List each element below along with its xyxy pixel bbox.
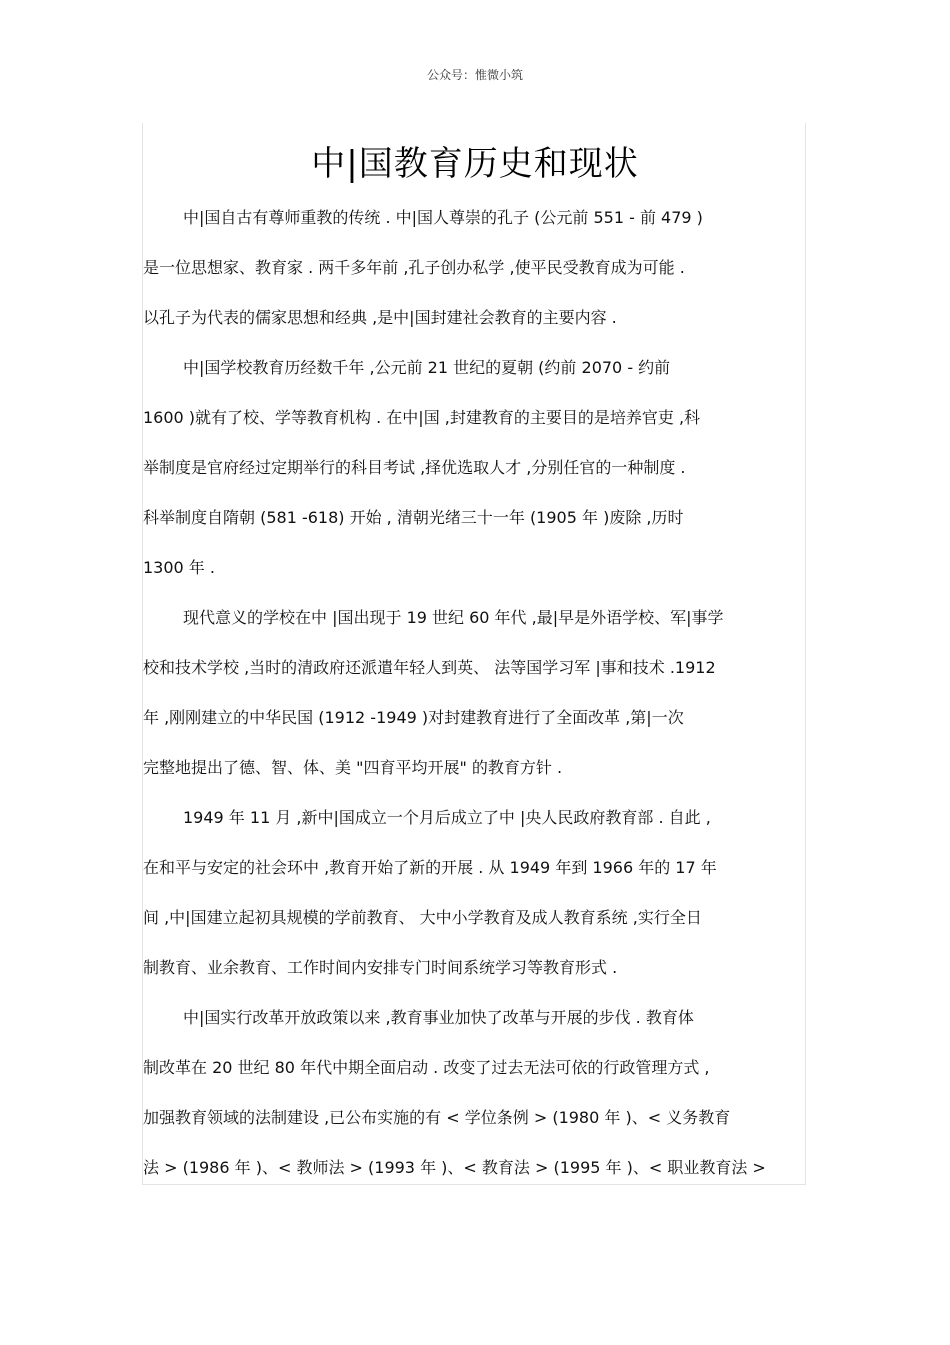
paragraph-4-line-2: 在和平与安定的社会环中 ,教育开始了新的开展 . 从 1949 年到 1966 年的 17 年 <box>143 858 717 877</box>
page-header-account: 公众号：惟微小筑 <box>426 68 523 82</box>
paragraph-4-line-1: 1949 年 11 月 ,新中|国成立一个月后成立了中 |央人民政府教育部 . 自此 , <box>183 808 711 827</box>
paragraph-3-line-1: 现代意义的学校在中 |国出现于 19 世纪 60 年代 ,最|早是外语学校、军|事学 <box>183 608 724 627</box>
paragraph-3-line-2: 校和技术学校 ,当时的清政府还派遣年轻人到英、 法等国学习军 |事和技术 .1912 <box>143 658 716 677</box>
paragraph-2-line-1: 中|国学校教育历经数千年 ,公元前 21 世纪的夏朝 (约前 2070 - 约前 <box>183 358 671 377</box>
paragraph-2-line-3: 举制度是官府经过定期举行的科目考试 ,择优选取人才 ,分别任官的一种制度 . <box>143 458 686 477</box>
paragraph-4-line-3: 间 ,中|国建立起初具规模的学前教育、 大中小学教育及成人教育系统 ,实行全日 <box>143 908 702 927</box>
paragraph-3-line-4: 完整地提出了德、智、体、美 "四育平均开展" 的教育方针 . <box>143 758 563 777</box>
paragraph-1-line-1: 中|国自古有尊师重教的传统 . 中|国人尊崇的孔子 (公元前 551 - 前 479 ) <box>183 208 703 227</box>
paragraph-1-line-2: 是一位思想家、教育家 . 两千多年前 ,孔子创办私学 ,使平民受教育成为可能 . <box>143 258 685 277</box>
paragraph-2-line-5: 1300 年 . <box>143 558 215 577</box>
paragraph-4-line-4: 制教育、业余教育、工作时间内安排专门时间系统学习等教育形式 . <box>143 958 618 977</box>
paragraph-5-line-3: 加强教育领域的法制建设 ,已公布实施的有 < 学位条例 > (1980 年 )、< 义务教育 <box>143 1108 731 1127</box>
paragraph-2-line-4: 科举制度自隋朝 (581 -618) 开始 , 清朝光绪三十一年 (1905 年 )废除 ,历时 <box>143 508 684 527</box>
paragraph-5-line-4: 法 > (1986 年 )、< 教师法 > (1993 年 )、< 教育法 > (1995 年 )、< 职业教育法 > <box>143 1158 766 1177</box>
paragraph-3-line-3: 年 ,刚刚建立的中华民国 (1912 -1949 )对封建教育进行了全面改革 ,第|一次 <box>143 708 684 727</box>
paragraph-1-line-3: 以孔子为代表的儒家思想和经典 ,是中|国封建社会教育的主要内容 . <box>143 308 617 327</box>
paragraph-2-line-2: 1600 )就有了校、学等教育机构 . 在中|国 ,封建教育的主要目的是培养官吏 ,科 <box>143 408 701 427</box>
paragraph-5-line-2: 制改革在 20 世纪 80 年代中期全面启动 . 改变了过去无法可依的行政管理方式 , <box>143 1058 710 1077</box>
document-title: 中|国教育历史和现状 <box>311 144 639 184</box>
paragraph-5-line-1: 中|国实行改革开放政策以来 ,教育事业加快了改革与开展的步伐 . 教育体 <box>183 1008 694 1027</box>
